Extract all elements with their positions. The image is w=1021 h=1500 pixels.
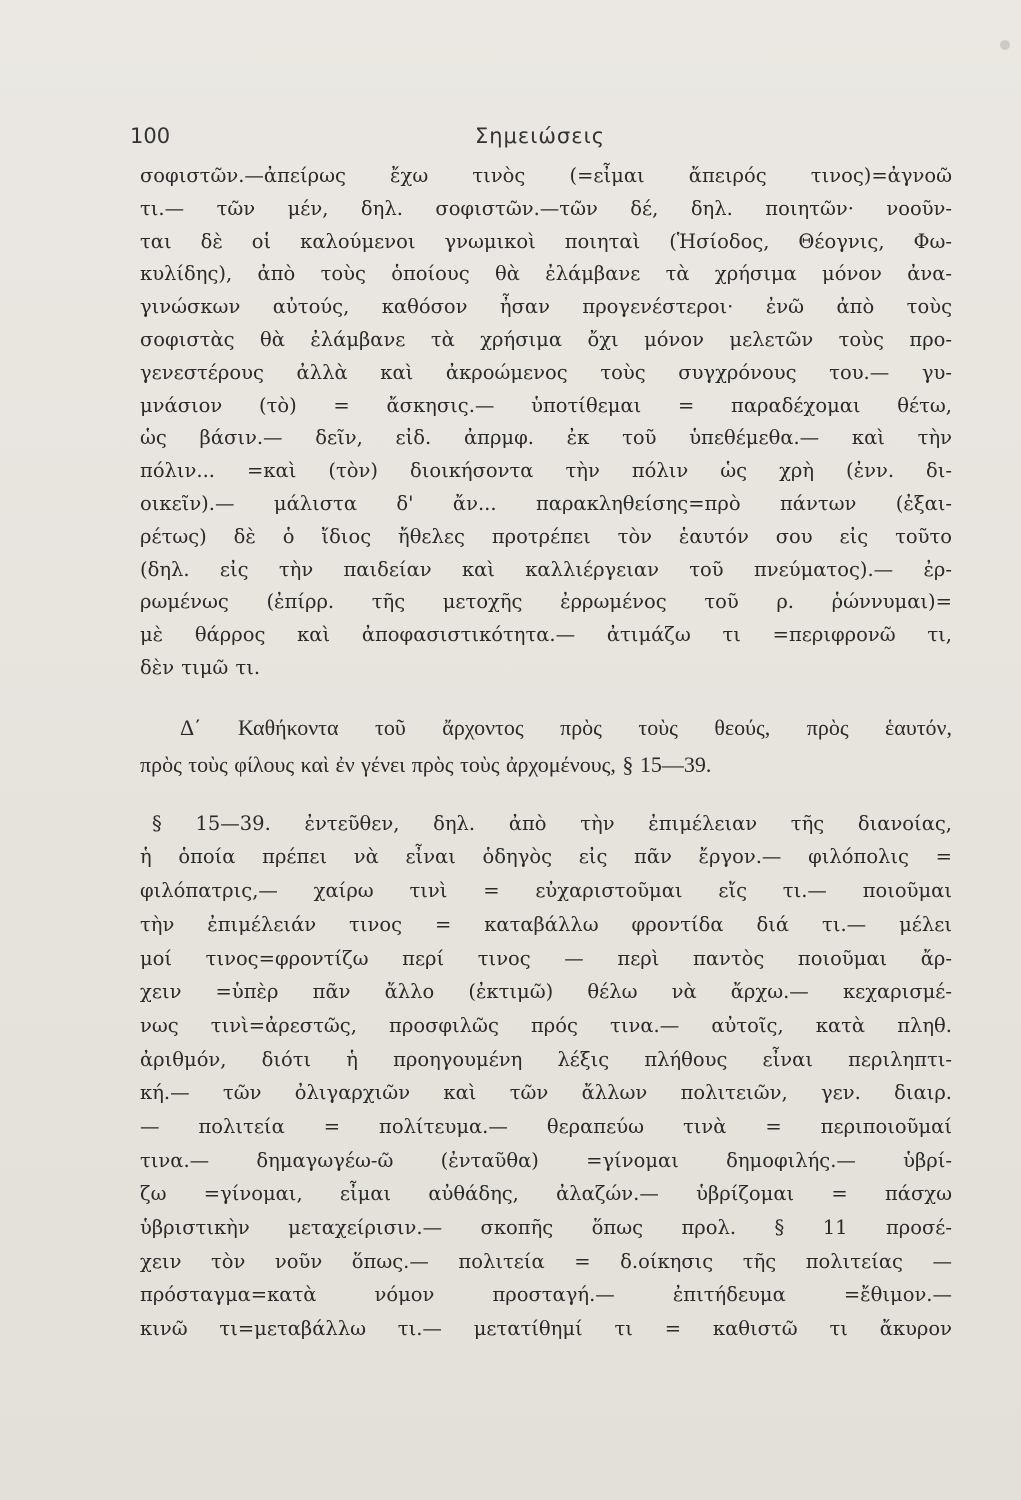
heading-line: πρὸς τοὺς φίλους καὶ ἐν γένει πρὸς τοὺς ἀρχομένους, § 15—39. bbox=[140, 751, 712, 777]
paper-smudge bbox=[1000, 40, 1010, 50]
text-line: πρόσταγμα=κατὰ νόμον προσταγή.— ἐπιτήδευμα =ἔθιμον.— bbox=[140, 1283, 952, 1307]
text-line: γινώσκων αὐτούς, καθόσον ἦσαν προγενέστεροι· ἐνῶ ἀπὸ τοὺς bbox=[140, 295, 952, 319]
text-line: πόλιν... =καὶ (τὸν) διοικήσοντα τὴν πόλιν ὡς χρὴ (ἐνν. δι- bbox=[140, 459, 952, 483]
page-body bbox=[140, 160, 952, 1346]
text-line: σοφιστὰς θὰ ἐλάμβανε τὰ χρήσιμα ὄχι μόνον μελετῶν τοὺς προ- bbox=[140, 327, 952, 351]
page-header bbox=[130, 124, 950, 160]
text-line: μοί τινος=φροντίζω περί τινος — περὶ παντὸς ποιοῦμαι ἄρ- bbox=[140, 946, 952, 970]
text-line: χειν =ὑπὲρ πᾶν ἄλλο (ἐκτιμῶ) θέλω νὰ ἄρχω.— κεχαρισμέ- bbox=[140, 980, 952, 1004]
text-line: κή.— τῶν ὀλιγαρχιῶν καὶ τῶν ἄλλων πολιτειῶν, γεν. διαιρ. bbox=[140, 1081, 952, 1105]
glossary-paragraph bbox=[140, 160, 952, 685]
text-line: σοφιστῶν.—ἀπείρως ἔχω τινὸς (=εἶμαι ἄπειρός τινος)=ἀγνοῶ bbox=[140, 164, 952, 187]
text-line: γενεστέρους ἀλλὰ καὶ ἀκροώμενος τοὺς συγχρόνους του.— γυ- bbox=[140, 360, 952, 384]
heading-line: Δ΄ Καθήκοντα τοῦ ἄρχοντος πρὸς τοὺς θεούς, πρὸς ἑαυτόν, bbox=[180, 714, 952, 740]
page-number: 100 bbox=[130, 124, 171, 148]
spacer bbox=[140, 783, 952, 807]
section-heading bbox=[140, 709, 952, 783]
text-line: ρωμένως (ἐπίρρ. τῆς μετοχῆς ἐρρωμένος τοῦ ρ. ῥώννυμαι)= bbox=[140, 590, 952, 614]
text-line: § 15—39. ἐντεῦθεν, δηλ. ἀπὸ τὴν ἐπιμέλειαν τῆς διανοίας, bbox=[152, 811, 952, 835]
text-line: ται δὲ οἱ καλούμενοι γνωμικοὶ ποιηταὶ (Ἡσίοδος, Θέογνις, Φω- bbox=[140, 229, 952, 253]
text-line: μνάσιον (τὸ) = ἄσκησις.— ὑποτίθεμαι = παραδέχομαι θέτω, bbox=[140, 393, 952, 417]
text-line: φιλόπατρις,— χαίρω τινὶ = εὐχαριστοῦμαι εἴς τι.— ποιοῦμαι bbox=[140, 879, 952, 903]
text-line: — πολιτεία = πολίτευμα.— θεραπεύω τινὰ = περιποιοῦμαί bbox=[140, 1114, 952, 1138]
text-line: μὲ θάρρος καὶ ἀποφασιστικότητα.— ἀτιμάζω τι =περιφρονῶ τι, bbox=[140, 623, 952, 647]
text-line: (δηλ. εἰς τὴν παιδείαν καὶ καλλιέργειαν τοῦ πνεύματος).— ἐρ- bbox=[140, 557, 952, 581]
text-line: τινα.— δημαγωγέω-ῶ (ἐνταῦθα) =γίνομαι δημοφιλής.— ὑβρί- bbox=[140, 1148, 952, 1172]
text-line: ἀριθμόν, διότι ἡ προηγουμένη λέξις πλήθους εἶναι περιληπτι- bbox=[140, 1047, 952, 1071]
text-line: χειν τὸν νοῦν ὅπως.— πολιτεία = δ.οίκησις τῆς πολιτείας — bbox=[140, 1249, 952, 1273]
text-line: οικεῖν).— μάλιστα δ' ἄν... παρακληθείσης=πρὸ πάντων (ἐξαι- bbox=[140, 491, 952, 515]
text-line: ἡ ὁποία πρέπει νὰ εἶναι ὁδηγὸς εἰς πᾶν ἔργον.— φιλόπολις = bbox=[140, 845, 952, 869]
text-line: τὴν ἐπιμέλειάν τινος = καταβάλλω φροντίδα διά τι.— μέλει bbox=[140, 912, 952, 936]
running-title: Σημειώσεις bbox=[474, 124, 606, 148]
spacer bbox=[140, 685, 952, 709]
text-line: κινῶ τι=μεταβάλλω τι.— μετατίθημί τι = καθιστῶ τι ἄκυρον bbox=[140, 1317, 952, 1341]
text-line: τι.— τῶν μέν, δηλ. σοφιστῶν.—τῶν δέ, δηλ. ποιητῶν· νοοῦν- bbox=[140, 196, 952, 220]
text-line: ρέτως) δὲ ὁ ἴδιος ἤθελες προτρέπει τὸν ἑαυτόν σου εἰς τοῦτο bbox=[140, 524, 952, 548]
section-notes bbox=[140, 807, 952, 1346]
text-line: ὑβριστικὴν μεταχείρισιν.— σκοπῆς ὅπως προλ. § 11 προσέ- bbox=[140, 1216, 952, 1239]
text-line: ζω =γίνομαι, εἶμαι αὐθάδης, ἀλαζών.— ὑβρίζομαι = πάσχω bbox=[140, 1182, 952, 1206]
text-line: κυλίδης), ἀπὸ τοὺς ὁποίους θὰ ἐλάμβανε τὰ χρήσιμα μόνον ἀνα- bbox=[140, 262, 952, 286]
text-line: δὲν τιμῶ τι. bbox=[140, 655, 261, 679]
text-line: νως τινὶ=ἀρεστῶς, προσφιλῶς πρός τινα.— αὐτοῖς, κατὰ πληθ. bbox=[140, 1013, 952, 1037]
text-line: ὡς βάσιν.— δεῖν, εἰδ. ἀπρμφ. ἐκ τοῦ ὑπεθέμεθα.— καὶ τὴν bbox=[140, 426, 952, 450]
